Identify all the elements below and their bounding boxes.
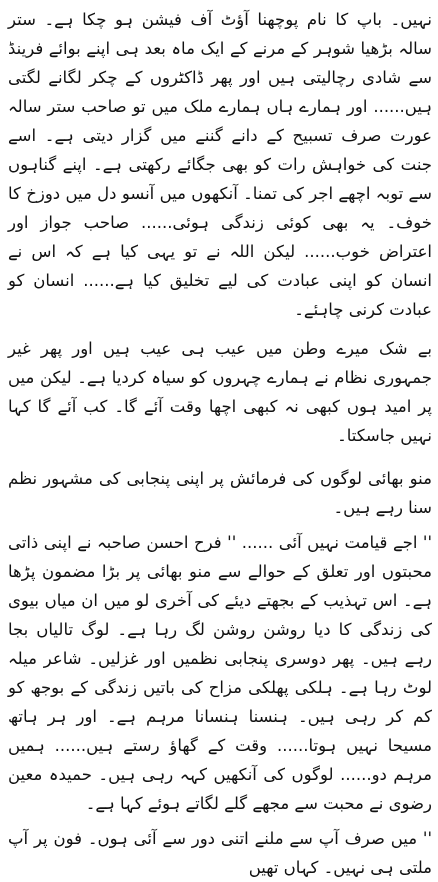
paragraph-2: بے شک میرے وطن میں عیب ہی عیب ہیں اور پھر غیر جمہوری نظام نے ہمارے چہروں کو سیاہ کردیا ہے۔ لیکن میں پر امید ہوں کبھی نہ کبھی اچھا وقت آئے گا۔ کب آئے گا کہا نہیں جاسکتا۔ (8, 339, 432, 445)
paragraph-5: '' میں صرف آپ سے ملنے اتنی دور سے آئی ہوں۔ فون پر آپ ملتی ہی نہیں۔ کہاں تھیں (8, 829, 432, 877)
paragraph-3: منو بھائی لوگوں کی فرمائش پر اپنی پنجابی کی مشہور نظم سنا رہے ہیں۔ (8, 469, 432, 517)
paragraph-4: '' اجے قیامت نہیں آئی ...... '' فرح احسن صاحبہ نے اپنی ذاتی محبتوں اور تعلق کے حوالے سے منو بھائی پر بڑا مضمون پڑھا ہے۔ اس تہذیب کے بجھتے دیئے کی آخری لو میں ان میاں بیوی کی زندگی کا دیا روشن روشن لگ رہا ہے۔ لوگ تالیاں بجا رہے ہیں۔ پھر دوسری پنجابی نظمیں اور غزلیں۔ شاعر میلہ لوٹ رہا ہے۔ ہلکی پھلکی مزاح کی باتیں زندگی کے بوجھ کو کم کر رہی ہیں۔ ہنسنا ہنسانا مرہم ہے۔ اور ہر ہاتھ مسیحا نہیں ہوتا...... وقت کے گھاؤ رستے ہیں...... ہمیں مرہم دو...... لوگوں کی آنکھیں کہہ رہی ہیں۔ حمیدہ معین رضوی نے محبت سے مجھے گلے لگاتے ہوئے کہا ہے۔ (8, 533, 432, 813)
urdu-text-body (8, 5, 432, 882)
paragraph-1: نہیں۔ باپ کا نام پوچھنا آؤٹ آف فیشن ہو چکا ہے۔ ستر سالہ بڑھیا شوہر کے مرنے کے ایک ماہ بعد ہی اپنے بوائے فرینڈ سے شادی رچالیتی ہیں اور پھر ڈاکٹروں کے چکر لگانے لگتی ہیں...... اور ہمارے ہاں ہمارے ملک میں تو صاحب ستر سالہ عورت صرف تسبیح کے دانے گننے میں گزار دیتی ہے۔ اسے جنت کی خواہش رات کو بھی جگائے رکھتی ہے۔ اپنے گناہوں سے توبہ اچھے اجر کی تمنا۔ آنکھوں میں آنسو دل میں دوزخ کا خوف۔ یہ بھی کوئی زندگی ہوئی...... صاحب جواز اور اعتراض خوب...... لیکن اللہ نے تو یہی کیا ہے کہ اس نے انسان کو اپنی عبادت کی لیے تخلیق کیا ہے...... انسان کو عبادت کرنی چاہئے۔ (8, 10, 432, 319)
